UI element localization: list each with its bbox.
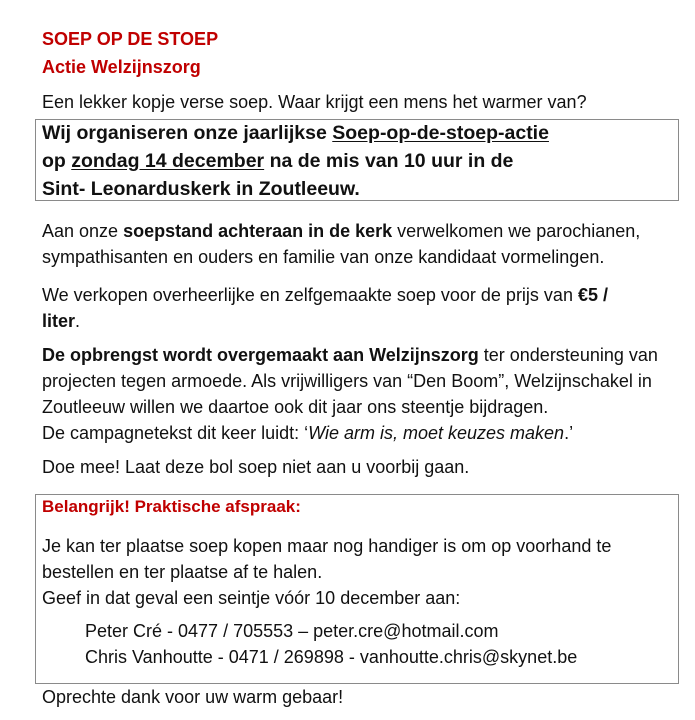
text: Aan onze <box>42 221 124 241</box>
text: verwelkomen we parochianen, <box>392 221 641 241</box>
para3-line-4 <box>42 422 573 444</box>
text: We verkopen overheerlijke en zelfgemaakte soep voor de prijs van <box>42 285 578 305</box>
announcement-line-1 <box>42 122 549 144</box>
campaign-slogan: Wie arm is, moet keuzes maken <box>308 423 565 443</box>
text: Wij organiseren onze jaarlijkse <box>42 122 333 144</box>
price-unit: liter <box>42 311 76 331</box>
document-subtitle: Actie Welzijnszorg <box>42 57 201 77</box>
para1-line-2: sympathisanten en ouders en familie van onze kandidaat vormelingen. <box>42 247 605 267</box>
practical-line-3: Geef in dat geval een seintje vóór 10 december aan: <box>42 588 461 608</box>
para3-line-3: Zoutleeuw willen we daartoe ook dit jaar ons steentje bijdragen. <box>42 397 549 417</box>
practical-heading: Belangrijk! Praktische afspraak: <box>42 497 301 516</box>
action-name: Soep-op-de-stoep-actie <box>332 122 549 144</box>
intro-text: Een lekker kopje verse soep. Waar krijgt een mens het warmer van? <box>42 92 587 112</box>
event-date: zondag 14 december <box>71 150 265 172</box>
practical-line-1: Je kan ter plaatse soep kopen maar nog handiger is om op voorhand te <box>42 536 612 556</box>
closing-text: Oprechte dank voor uw warm gebaar! <box>42 687 344 707</box>
para4: Doe mee! Laat deze bol soep niet aan u voorbij gaan. <box>42 457 470 477</box>
text: ter ondersteuning van <box>478 345 658 365</box>
bold-text: soepstand achteraan in de kerk <box>123 221 393 241</box>
text: .’ <box>564 423 574 443</box>
practical-line-2: bestellen en ter plaatse af te halen. <box>42 562 323 582</box>
para1-line-1 <box>42 220 640 242</box>
para3-line-1 <box>42 344 658 366</box>
text: . <box>75 311 81 331</box>
announcement-line-3: Sint- Leonarduskerk in Zoutleeuw. <box>42 178 360 200</box>
text: op <box>42 150 72 172</box>
bold-text: De opbrengst wordt overgemaakt aan Welzijnszorg <box>42 345 479 365</box>
contact-peter: Peter Cré - 0477 / 705553 – peter.cre@hotmail.com <box>85 621 499 641</box>
text: na de mis van 10 uur in de <box>264 150 514 172</box>
text: De campagnetekst dit keer luidt: ‘ <box>42 423 309 443</box>
document-title: SOEP OP DE STOEP <box>42 29 219 49</box>
para3-line-2: projecten tegen armoede. Als vrijwilligers van “Den Boom”, Welzijnschakel in <box>42 371 652 391</box>
announcement-line-2 <box>42 150 513 172</box>
para2-line-2 <box>42 310 80 332</box>
price: €5 / <box>577 285 608 305</box>
contact-chris: Chris Vanhoutte - 0471 / 269898 - vanhoutte.chris@skynet.be <box>85 647 578 667</box>
para2-line-1 <box>42 284 608 306</box>
